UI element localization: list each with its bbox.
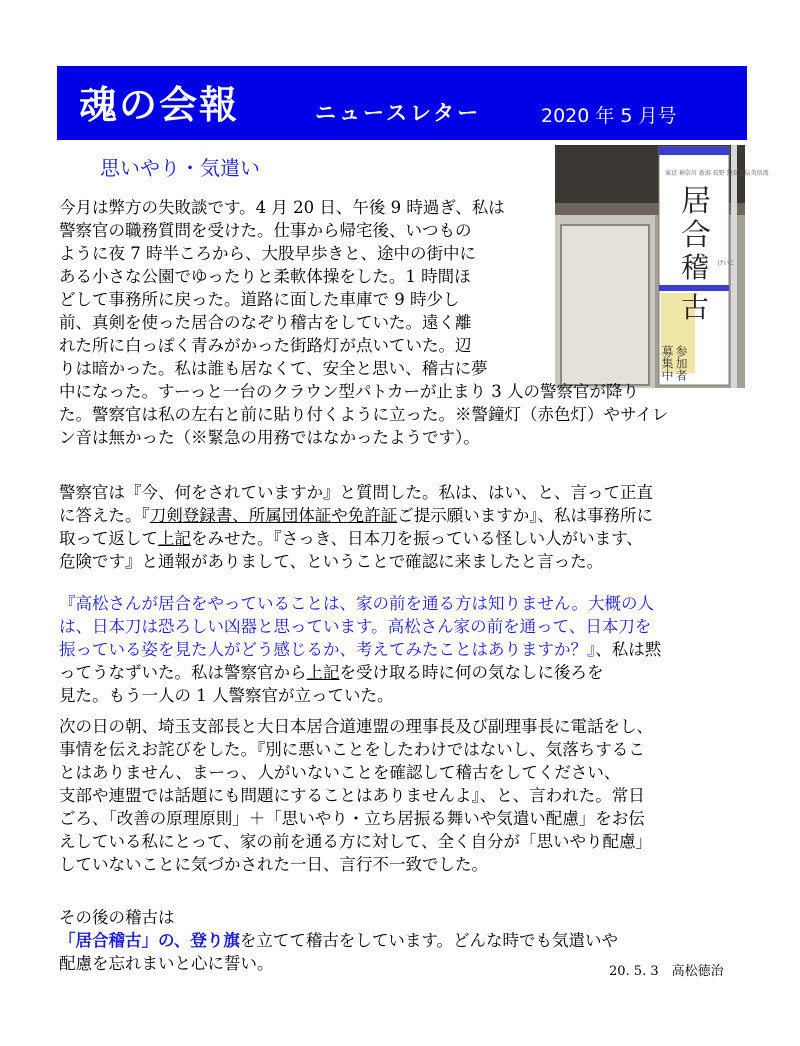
text-span: に答えた。『 <box>59 506 150 525</box>
text-line: れた所に白っぽく青みがかった街路灯が点いていた。辺 <box>59 336 472 355</box>
banner-char-4: 古 <box>681 291 710 324</box>
text-line: していないことに気づかされた一日、言行不一致でした。 <box>59 855 488 874</box>
banner-bottom-2: 募集中 <box>660 345 674 381</box>
text-line-blue: 『高松さんが居合をやっていることは、家の前を通る方は知りません。大概の人 <box>59 594 654 613</box>
text-line: た。警察官は私の左右と前に貼り付くように立った。※警鐘灯（赤色灯）やサイレ <box>59 405 669 424</box>
text-span: を立てて稽古をしています。どんな時でも気遣いや <box>239 931 619 950</box>
newsletter-subtitle: ニュースレター <box>315 101 482 125</box>
newsletter-banner <box>57 66 747 140</box>
text-line: りは暗かった。私は誰も居なくて、安全と思い、稽古に夢 <box>59 359 488 378</box>
paragraph-1 <box>59 196 668 449</box>
text-line: 危険です』と通報がありまして、ということで確認に来ましたと言った。 <box>59 552 604 571</box>
text-line: 今月は弊方の失敗談です。4 月 20 日、午後 9 時過ぎ、私は <box>59 198 505 217</box>
paragraph-5 <box>59 906 618 975</box>
underlined-above: 上記 <box>158 529 191 548</box>
text-line <box>59 504 653 527</box>
paragraph-2 <box>59 481 653 573</box>
text-line: 前、真剣を使った居合のなぞり稽古をしていた。遠く離 <box>59 313 472 332</box>
text-span: ご提示願いますか』、私は事務所に <box>397 506 653 525</box>
text-line: どして事務所に戻った。道路に面した車庫で 9 時少し <box>59 290 460 309</box>
text-line: 次の日の朝、埼玉支部長と大日本居合道連盟の理事長及び副理事長に電話をし、 <box>59 717 653 736</box>
underlined-above: 上記 <box>306 663 340 682</box>
text-line: 警察官の職務質問を受けた。仕事から帰宅後、いつもの <box>59 221 472 240</box>
banner-ruby: けいこ <box>717 260 736 267</box>
text-line <box>59 527 653 550</box>
text-line: 中になった。すーっと一台のクラウン型パトカーが止まり 3 人の警察官が降り <box>59 382 640 401</box>
text-line-blue: は、日本刀は恐ろしい凶器と思っています。高松さん家の前を通って、日本刀を <box>59 617 652 636</box>
text-span: ってうなずいた。私は警察官から <box>59 663 307 682</box>
text-span-highlight: 「居合稽古」の、登り旗 <box>59 931 240 950</box>
text-line: ごろ、「改善の原理原則」＋「思いやり・立ち居振る舞いや気遣い配慮」をお伝 <box>59 809 645 828</box>
underlined-documents: 刀剣登録書、所属団体証や免許証 <box>149 506 398 525</box>
text-line: 配慮を忘れまいと心に誓い。 <box>59 954 274 973</box>
text-span: 、私は黙 <box>595 640 662 659</box>
banner-char-2: 合 <box>681 218 711 253</box>
text-span: を受け取る時に何の気なしに後ろを <box>339 663 604 682</box>
text-line <box>59 638 661 661</box>
text-span-blue: 振っている姿を見た人がどう感じるか、考えてみたことはありますか？』 <box>59 640 596 659</box>
text-line: ン音は無かった（※緊急の用務ではなかったようです）。 <box>59 428 480 447</box>
text-line: 事情を伝えお詫びをした。『別に悪いことをしたわけではないし、気落ちするこ <box>59 740 645 759</box>
text-line: ある小さな公園でゆったりと柔軟体操をした。1 時間ほ <box>59 267 471 286</box>
text-line: とはありません、まーっ、人がいないことを確認して稽古をしてください、 <box>59 763 621 782</box>
text-span: をみせた。『さっき、日本刀を振っている怪しい人がいます、 <box>191 529 643 548</box>
banner-school-text: 東京 神奈川 新潟 長野 無双直伝英信流 <box>665 170 769 177</box>
text-span: 取って返して <box>59 529 158 548</box>
text-line: ように夜 7 時半ころから、大股早歩きと、途中の街中に <box>59 244 476 263</box>
banner-bottom-1: 参加者 <box>674 345 688 381</box>
text-line: 見た。もう一人の 1 人警察官が立っていた。 <box>59 686 394 705</box>
paragraph-4 <box>59 715 653 876</box>
text-line: えしている私にとって、家の前を通る方に対して、全く自分が「思いやり配慮」 <box>59 832 653 851</box>
text-line: 警察官は『今、何をされていますか』と質問した。私は、はい、と、言って正直 <box>59 483 653 502</box>
newsletter-title: 魂の会報 <box>79 83 240 127</box>
article-title: 思いやり・気遣い <box>100 156 260 180</box>
issue-date: 2020 年 5 月号 <box>541 105 677 127</box>
text-line <box>59 661 661 684</box>
text-line: その後の稽古は <box>59 908 175 927</box>
signature: 20. 5. 3 高松徳治 <box>609 964 724 979</box>
banner-char-3: 稽 <box>681 251 710 284</box>
text-line: 支部や連盟では話題にも問題にすることはありませんよ』、と、言われた。常日 <box>59 786 645 805</box>
paragraph-3 <box>59 592 661 707</box>
text-line <box>59 929 618 952</box>
banner-char-1: 居 <box>681 184 711 219</box>
